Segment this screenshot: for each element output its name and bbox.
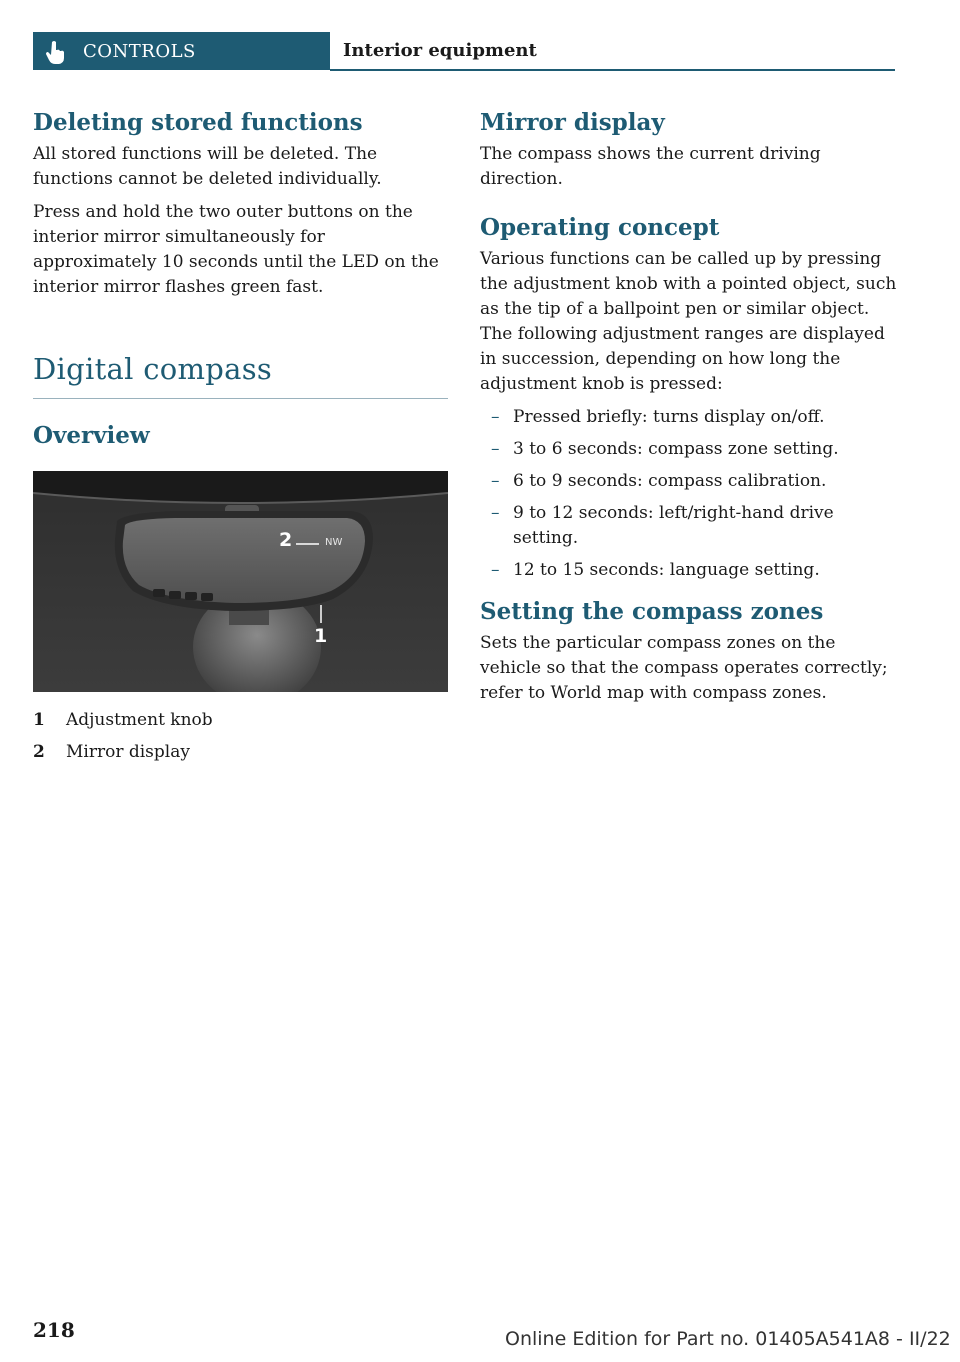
dash-bullet: –: [491, 503, 500, 523]
topic-label: Interior equipment: [343, 40, 537, 61]
edition-footer: Online Edition for Part no. 01405A541A8 - II/22: [505, 1328, 951, 1350]
list-item: [480, 405, 898, 430]
list-item: [480, 437, 898, 462]
list-item-text: Pressed briefly: turns display on/off.: [513, 407, 825, 427]
list-item-text: 3 to 6 seconds: compass zone setting.: [513, 439, 839, 459]
operating-concept-paragraph: Various functions can be called up by pressing the adjustment knob with a pointed object, such as the tip of a ballpoint pen or similar object. The following adjustment ranges are displayed in succession, depending on how long the adjustment knob is pressed:: [480, 249, 897, 394]
list-item: [480, 501, 898, 551]
legend-number: 1: [33, 709, 45, 730]
callout-1-label: 1: [314, 625, 328, 647]
deleting-paragraph-2: Press and hold the two outer buttons on the interior mirror simultaneously for approximately 10 seconds until the LED on the interior mirror flashes green fast.: [33, 202, 439, 297]
list-item-text: 12 to 15 seconds: language setting.: [513, 560, 820, 580]
list-item: [480, 558, 898, 583]
legend-item: [33, 736, 448, 768]
dash-bullet: –: [491, 560, 500, 580]
mirror-figure: [33, 471, 448, 692]
compass-display-text: NW: [325, 537, 343, 548]
digital-compass-heading: Digital compass: [33, 352, 273, 386]
heading-rule: [33, 398, 448, 399]
callout-2-label: 2: [279, 529, 293, 551]
list-item-text: 9 to 12 seconds: left/right-hand drive setting.: [513, 503, 834, 548]
header-rule: [330, 69, 895, 71]
overview-heading: Overview: [33, 422, 150, 449]
left-column: [33, 108, 448, 768]
legend-number: 2: [33, 741, 45, 762]
hand-pointer-icon: [43, 39, 69, 65]
adjustment-ranges-list: [480, 405, 898, 583]
section-label: CONTROLS: [83, 41, 196, 62]
list-item: [480, 469, 898, 494]
dash-bullet: –: [491, 407, 500, 427]
page-number: 218: [33, 1318, 75, 1342]
deleting-paragraph-1: All stored functions will be deleted. The functions cannot be deleted individually.: [33, 144, 382, 189]
section-tab: [33, 32, 330, 70]
figure-legend: [33, 704, 448, 768]
compass-zones-heading: Setting the compass zones: [480, 598, 824, 625]
dash-bullet: –: [491, 439, 500, 459]
operating-concept-heading: Operating concept: [480, 214, 720, 241]
mirror-display-paragraph: The compass shows the current driving direction.: [480, 144, 821, 189]
legend-item: [33, 704, 448, 736]
compass-zones-paragraph: Sets the particular compass zones on the vehicle so that the compass operates correctly; refer to World map with compass zones.: [480, 633, 888, 703]
mirror-illustration: [33, 471, 448, 692]
right-column: [480, 108, 898, 706]
deleting-heading: Deleting stored functions: [33, 109, 363, 136]
mirror-display-heading: Mirror display: [480, 109, 665, 136]
legend-label: Adjustment knob: [66, 709, 213, 730]
dash-bullet: –: [491, 471, 500, 491]
list-item-text: 6 to 9 seconds: compass calibration.: [513, 471, 827, 491]
legend-label: Mirror display: [66, 741, 190, 762]
